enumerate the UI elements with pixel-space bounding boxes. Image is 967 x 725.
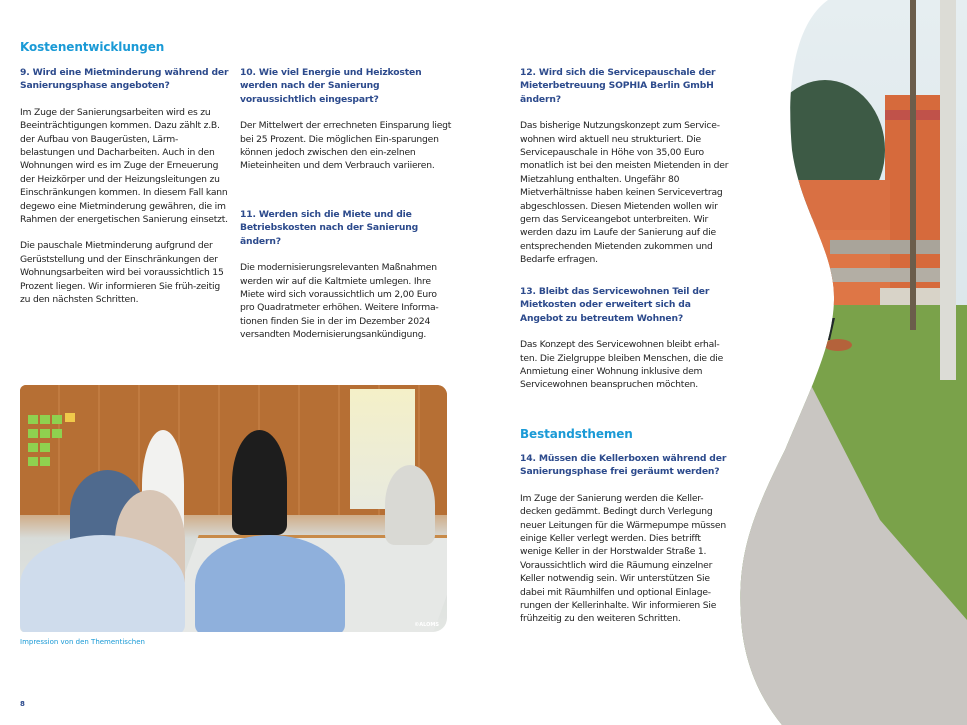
photo-credit: ©ALOMS — [414, 622, 439, 628]
photo-person — [195, 535, 345, 632]
faq-item-14 — [520, 452, 735, 639]
section-title-costs: Kostenentwicklungen — [20, 40, 165, 54]
sticky-note — [28, 415, 38, 424]
faq-answer: Das Konzept des Servicewohnen bleibt erhal-ten. Die Zielgruppe bleiben Menschen, die die Anmietung einer Wohnung inklusive dem Servicewohnen beanspruchen möchten. — [520, 339, 724, 391]
sticky-note — [28, 429, 38, 438]
sticky-note — [52, 415, 62, 424]
photo-caption: Impression von den Thementischen — [20, 638, 145, 646]
section-title-inventory: Bestandsthemen — [520, 427, 633, 441]
faq-item-12 — [520, 66, 735, 280]
sticky-note — [28, 457, 38, 466]
faq-question: 14. Müssen die Kellerboxen während der Sanierungsphase frei geräumt werden? — [520, 453, 727, 478]
sticky-note — [40, 415, 50, 424]
sticky-note — [40, 457, 50, 466]
sticky-note — [28, 443, 38, 452]
photo-person — [20, 535, 185, 632]
photo-person — [232, 430, 287, 535]
photo-person — [385, 465, 435, 545]
faq-answer: Im Zuge der Sanierungsarbeiten wird es zu Beeinträchtigungen kommen. Dazu zählt z.B. der Aufbau von Baugerüsten, Lärm-belastungen und Dacharbeiten. Auch in den Wohnungen wird es im Zuge der Erneuerung der Heizkörper und der Heizungsleitungen zu Einschränkungen kommen. In diesem Fall kann degewo eine Mietminderung gewähren, die im Rahmen der energetischen Sanierung einsetzt. — [20, 106, 228, 226]
faq-question: 9. Wird eine Mietminderung während der Sanierungsphase angeboten? — [20, 67, 229, 92]
meeting-photo — [20, 385, 447, 632]
faq-answer: Das bisherige Nutzungskonzept zum Service-wohnen wird aktuell neu strukturiert. Die Servicepauschale in Höhe von 35,00 Euro monatlich ist bei den meisten Mietenden in der Mietzahlung enthalten. Ungefähr 80 Mietverhältnisse haben keinen Servicevertrag abgeschlossen. Diesen Mietenden wollen wir gern das Serviceangebot unterbreiten. Wir werden dazu im Laufe der Sanierung auf die entsprechenden Mietenden zukommen und Bedarfe erfragen. — [520, 120, 729, 266]
faq-question: 10. Wie viel Energie und Heizkosten werden nach der Sanierung voraussichtlich eingespart? — [240, 67, 422, 105]
faq-item-10 — [240, 66, 452, 186]
faq-item-11 — [240, 208, 452, 355]
sticky-note — [52, 429, 62, 438]
faq-answer: Im Zuge der Sanierung werden die Keller-decken gedämmt. Bedingt durch Verlegung neuer Leitungen für die Wärmepumpe müssen einige Keller verlegt werden. Dies betrifft wenige Keller in der Horstwalder Straße 1. Voraussichtlich wird die Räumung einzelner Keller notwendig sein. Wir unterstützen Sie dabei mit Räumhilfen und optional Einlage-rungen der Kellerinhalte. Wir informieren Sie frühzeitig zu den weiteren Schritten. — [520, 492, 726, 625]
faq-question: 13. Bleibt das Servicewohnen Teil der Mietkosten oder erweitert sich da Angebot zu betreutem Wohnen? — [520, 286, 710, 324]
sticky-note — [65, 413, 75, 422]
faq-question: 11. Werden sich die Miete und die Betriebskosten nach der Sanierung ändern? — [240, 209, 419, 247]
faq-item-9 — [20, 66, 232, 320]
faq-item-13 — [520, 285, 735, 405]
faq-answer: Die modernisierungsrelevanten Maßnahmen werden wir auf die Kaltmiete umlegen. Ihre Miete wird sich voraussichtlich um 2,00 Euro pro Quadratmeter erhöhen. Weitere Informa-tionen finden Sie in der im Dezember 2024 versandten Modernisierungsankündigung. — [240, 262, 439, 341]
sticky-note — [40, 443, 50, 452]
faq-answer: Die pauschale Mietminderung aufgrund der Gerüststellung und der Einschränkungen der Wohnungsarbeiten wird bei voraussichtlich 15 Prozent liegen. Wir informieren Sie früh-zeitig zu den nächsten Schritten. — [20, 240, 224, 306]
building-photo — [730, 0, 967, 725]
sticky-note — [40, 429, 50, 438]
faq-question: 12. Wird sich die Servicepauschale der Mieterbetreuung SOPHIA Berlin GmbH ändern? — [520, 67, 716, 105]
page-number: 8 — [20, 700, 25, 708]
faq-answer: Der Mittelwert der errechneten Einsparung liegt bei 25 Prozent. Die möglichen Ein-sparungen können jedoch zwischen den ein-zelnen Mieteinheiten und dem Verbrauch variieren. — [240, 120, 452, 172]
